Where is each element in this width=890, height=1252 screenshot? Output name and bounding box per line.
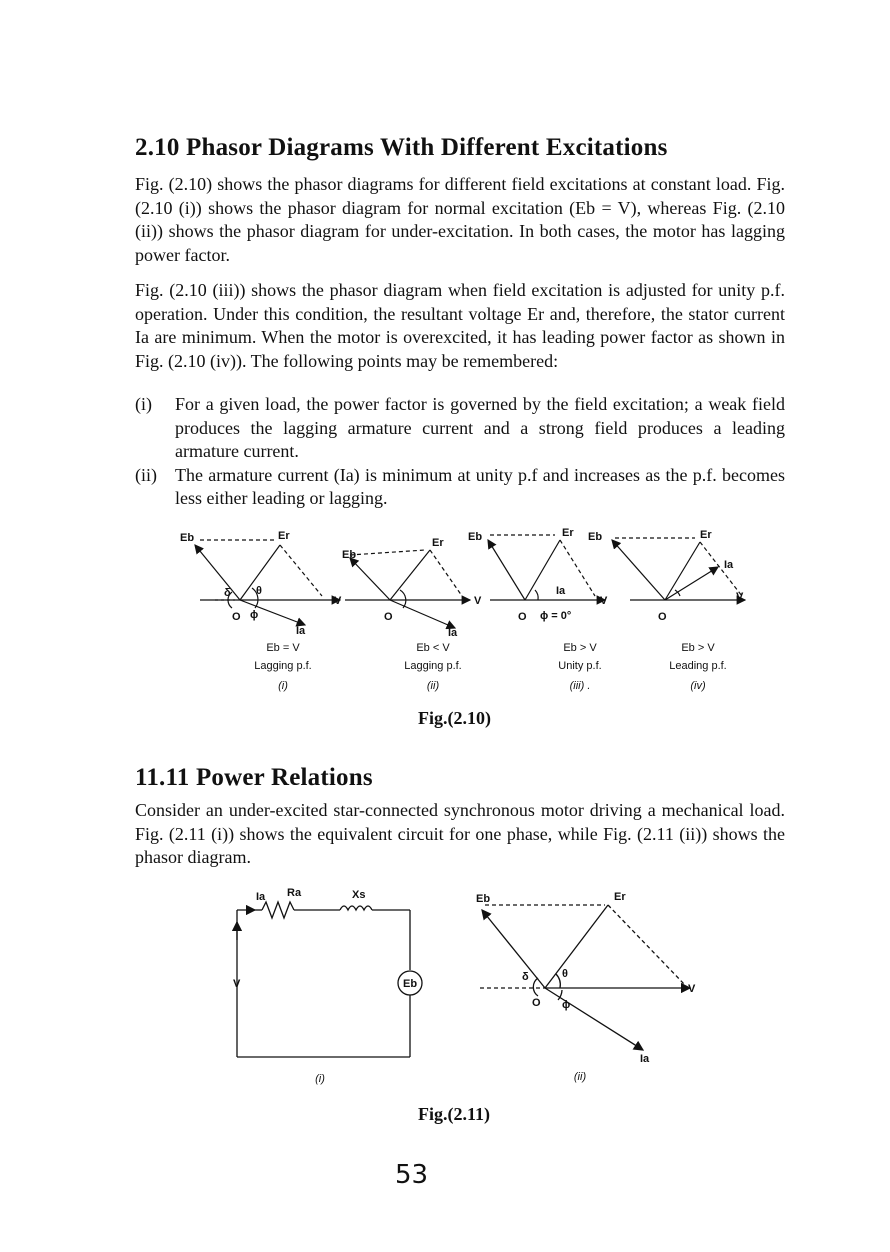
label-ia: Ia xyxy=(640,1053,650,1065)
panel-iii-label: (iii) . xyxy=(569,680,591,692)
label-eb: Eb xyxy=(468,531,483,543)
list-item-text: The armature current (Ia) is minimum at unity p.f and increases as the p.f. becomes less either leading or lagging. xyxy=(175,464,785,508)
panel-i-pf: Lagging p.f. xyxy=(254,660,312,672)
label-eb: Eb xyxy=(180,532,195,544)
label-theta: θ xyxy=(562,968,568,980)
remember-points-list xyxy=(135,393,785,511)
panel-iii-pf: Unity p.f. xyxy=(558,660,602,672)
paragraph-2: Fig. (2.10 (iii)) shows the phasor diagram when field excitation is adjusted for unity p.f. operation. Under this condition, the resultant voltage Er and, therefore, the stator current Ia are minimum. When the motor is overexcited, it has leading power factor as shown in Fig. (2.10 (iv)). The following points may be remembered: xyxy=(135,280,785,371)
label-phi: ϕ xyxy=(250,609,259,621)
list-item-number: (i) xyxy=(135,394,152,414)
label-theta: θ xyxy=(256,585,262,597)
paragraph-1: Fig. (2.10) shows the phasor diagrams for different field excitations at constant load. Fig. (2.10 (i)) shows the phasor diagram for normal excitation (Eb = V), whereas Fig. (2.10 (ii)) shows the phasor diagram for under-excitation. In both cases, the motor has lagging power factor. xyxy=(135,174,785,265)
panel-i-label: (i) xyxy=(315,1073,325,1085)
section-heading-power-relations: 11.11 Power Relations xyxy=(135,764,373,791)
label-o: O xyxy=(232,611,241,623)
label-er: Er xyxy=(700,529,712,541)
label-er: Er xyxy=(278,530,290,542)
label-o: O xyxy=(518,611,527,623)
label-v: V xyxy=(474,595,482,607)
panel-iii-condition: Eb > V xyxy=(563,642,597,654)
panel-ii-condition: Eb < V xyxy=(416,642,450,654)
label-ia: Ia xyxy=(556,585,566,597)
figure-2-10-caption: Fig.(2.10) xyxy=(418,708,491,728)
panel-iii-diagram xyxy=(488,535,605,600)
label-v: V xyxy=(334,595,342,607)
label-phi-zero: ϕ = 0° xyxy=(540,610,572,622)
equivalent-circuit xyxy=(237,902,422,1057)
panel-iv-condition: Eb > V xyxy=(681,642,715,654)
label-ia: Ia xyxy=(724,559,734,571)
page-number: 53 xyxy=(395,1160,429,1190)
figure-2-10-phasor-diagrams xyxy=(0,520,890,720)
list-item-number: (ii) xyxy=(135,464,157,485)
paragraph-3: Consider an under-excited star-connected synchronous motor driving a mechanical load. Fig. (2.11 (i)) shows the equivalent circuit for one phase, while Fig. (2.11 (ii)) shows the phasor diagram. xyxy=(135,800,785,867)
panel-ii-diagram xyxy=(345,550,470,628)
list-item xyxy=(135,393,785,464)
panel-i-diagram xyxy=(195,540,340,625)
panel-i-label: (i) xyxy=(278,680,288,692)
panel-ii-pf: Lagging p.f. xyxy=(404,660,462,672)
label-ra: Ra xyxy=(287,887,302,899)
panel-i-condition: Eb = V xyxy=(266,642,300,654)
label-delta: δ xyxy=(522,971,529,983)
figure-2-11-caption: Fig.(2.11) xyxy=(418,1104,490,1124)
section-heading-phasor-diagrams: 2.10 Phasor Diagrams With Different Excitations xyxy=(135,134,668,161)
label-ia: Ia xyxy=(448,627,458,639)
label-o: O xyxy=(658,611,667,623)
label-eb: Eb xyxy=(342,549,357,561)
label-er: Er xyxy=(562,527,574,539)
label-ia: Ia xyxy=(296,625,306,637)
panel-ii-label: (ii) xyxy=(573,1071,587,1083)
panel-iv-label: (iv) xyxy=(690,680,706,692)
label-er: Er xyxy=(432,537,444,549)
panel-iv-pf: Leading p.f. xyxy=(669,660,727,672)
label-phi: ϕ xyxy=(562,999,571,1011)
label-er: Er xyxy=(614,891,626,903)
label-o: O xyxy=(384,611,393,623)
label-v: V xyxy=(688,983,696,995)
label-eb: Eb xyxy=(588,531,603,543)
label-eb: Eb xyxy=(403,978,418,990)
phasor-diagram xyxy=(480,905,690,1050)
figure-2-11-circuit-and-phasor xyxy=(0,880,890,1100)
label-v: V xyxy=(233,978,241,990)
list-item xyxy=(135,464,785,511)
label-o: O xyxy=(532,997,541,1009)
list-item-text: For a given load, the power factor is governed by the field excitation; a weak field produces the lagging armature current and a strong field produces a leading armature current. xyxy=(175,394,785,461)
label-delta: δ xyxy=(224,587,231,599)
label-xs: Xs xyxy=(352,889,366,901)
label-ia: Ia xyxy=(256,891,266,903)
label-v: V xyxy=(736,591,744,603)
panel-ii-label: (ii) xyxy=(426,680,440,692)
label-v: V xyxy=(600,595,608,607)
label-eb: Eb xyxy=(476,893,491,905)
